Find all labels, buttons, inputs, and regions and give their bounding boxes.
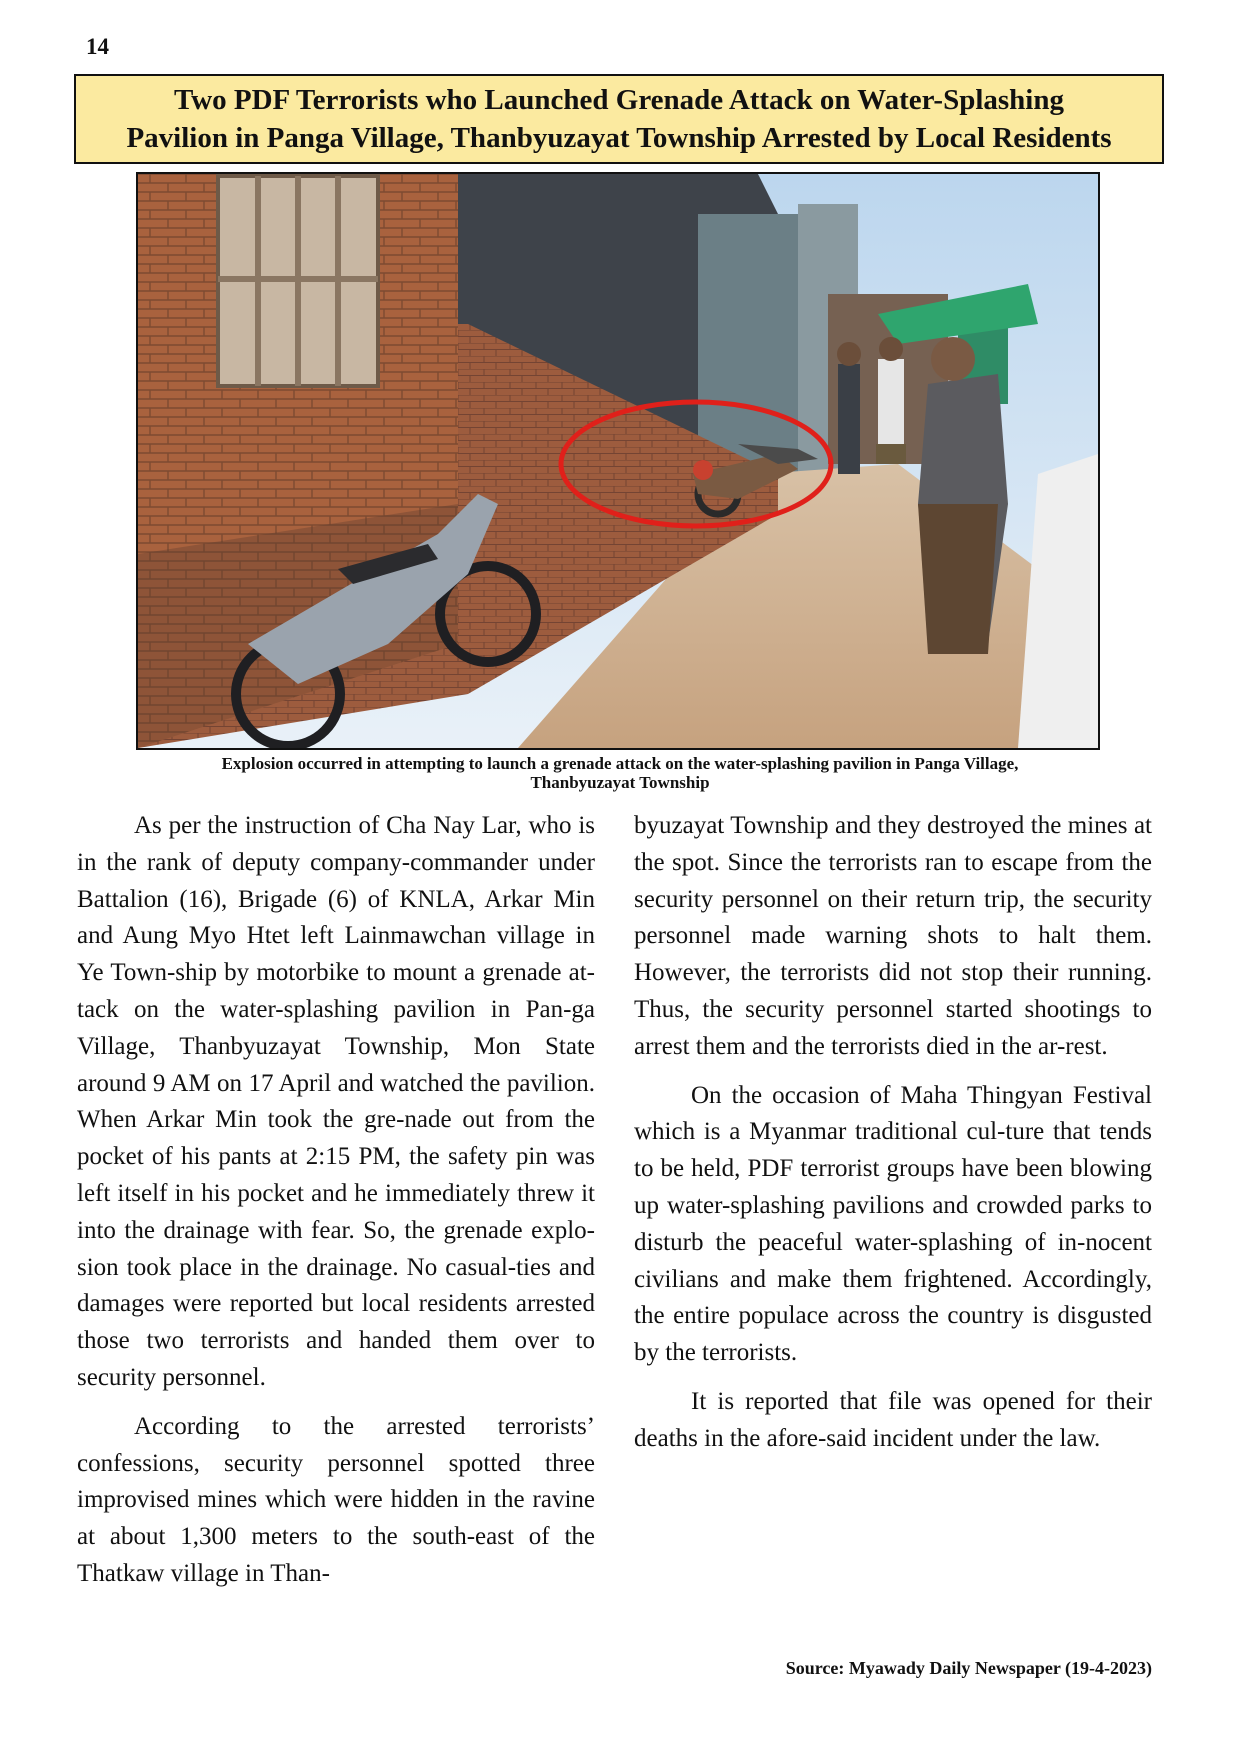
source-credit: Source: Myawady Daily Newspaper (19-4-2023) <box>785 1658 1152 1678</box>
photo-caption-line-1: Explosion occurred in attempting to launch a grenade attack on the water-splashing pavilion in Panga Village, <box>221 754 1019 773</box>
photo-caption <box>100 754 1140 792</box>
article-paragraph: On the occasion of Maha Thingyan Festival which is a Myanmar traditional cul-ture that tends to be held, PDF terrorist groups have been blowing up water-splashing pavilions and crowded parks to disturb the peaceful water-splashing of in-nocent civilians and make them frightened. Accordingly, the entire populace across the country is disgusted by the terrorists. <box>634 1081 1152 1367</box>
headline-line-1: Two PDF Terrorists who Launched Grenade Attack on Water-Splashing <box>174 84 1064 116</box>
street-scene-illustration <box>138 174 1098 748</box>
article-paragraph: As per the instruction of Cha Nay Lar, who is in the rank of deputy company-commander under Battalion (16), Brigade (6) of KNLA, Arkar Min and Aung Myo Htet left Lainmawchan village in Ye Town-ship by motorbike to mount a grenade at-tack on the water-splashing pavilion in Pan-ga Village, Thanbyuzayat Township, Mon State around 9 AM on 17 April and watched the pavilion. When Arkar Min took the gre-nade out from the pocket of his pants at 2:15 PM, the safety pin was left itself in his pocket and he immediately threw it into the drainage with fear. So, the grenade explo-sion took place in the drainage. No casual-ties and damages were reported but local residents arrested those two terrorists and handed them over to security personnel. <box>77 812 595 1391</box>
article-paragraph: It is reported that file was opened for their deaths in the afore-said incident under the law. <box>634 1387 1152 1452</box>
photo-caption-line-2: Thanbyuzayat Township <box>530 773 710 792</box>
news-photo <box>136 172 1100 750</box>
page-number: 14 <box>86 34 109 59</box>
article-right-column <box>634 808 1152 1458</box>
article-paragraph: According to the arrested terrorists’ confessions, security personnel spotted three improvised mines which were hidden in the ravine at about 1,300 meters to the south-east of the Thatkaw village in Than- <box>77 1412 595 1587</box>
headline-banner <box>74 74 1164 164</box>
article-left-column <box>77 808 595 1593</box>
article-paragraph-continuation: byuzayat Township and they destroyed the mines at the spot. Since the terrorists ran to escape from the security personnel on their return trip, the security personnel made warning shots to halt them. However, the terrorists did not stop their running. Thus, the security personnel started shootings to arrest them and the terrorists died in the ar-rest. <box>634 812 1152 1060</box>
headline-line-2: Pavilion in Panga Village, Thanbyuzayat Township Arrested by Local Residents <box>126 122 1112 154</box>
